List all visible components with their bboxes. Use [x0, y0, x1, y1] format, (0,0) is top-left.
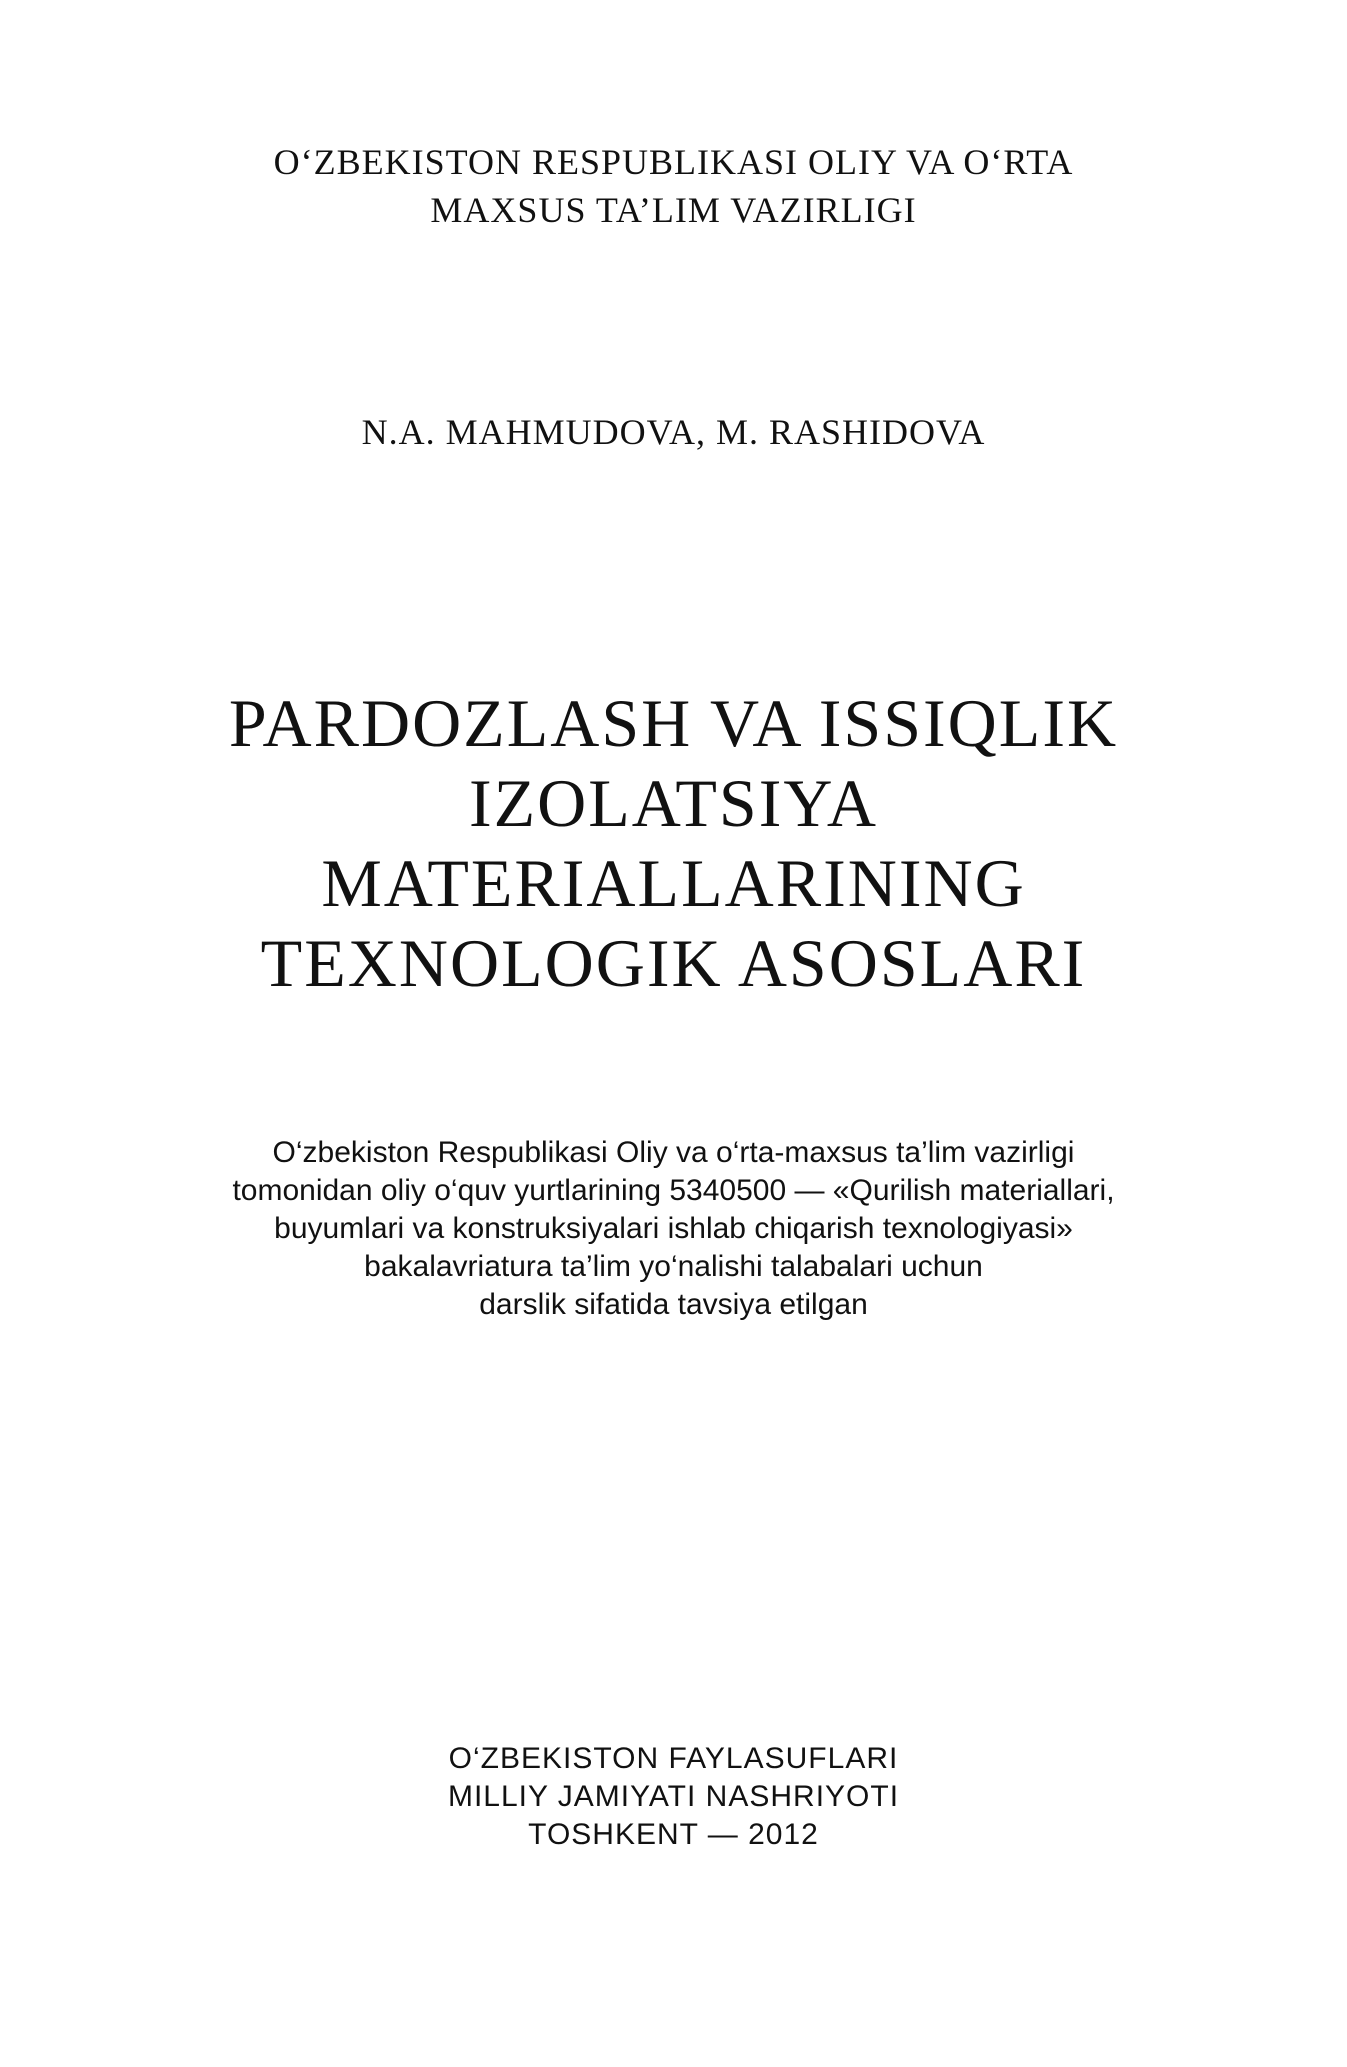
publisher-line: O‘ZBEKISTON FAYLASUFLARI — [448, 1742, 899, 1775]
ministry-line: MAXSUS TA’LIM VAZIRLIGI — [430, 190, 917, 230]
publisher-line: MILLIY JAMIYATI NASHRIYOTI — [447, 1780, 900, 1813]
approval-line: buyumlari va konstruksiyalari ishlab chiqarish texnologiyasi» — [274, 1212, 1073, 1245]
author-names: N.A. MAHMUDOVA, M. RASHIDOVA — [361, 412, 986, 452]
authors — [0, 408, 1347, 456]
title-line: IZOLATSIYA — [468, 765, 879, 841]
book-title — [0, 683, 1347, 1003]
publisher-city-year: TOSHKENT — 2012 — [528, 1818, 819, 1851]
title-line: PARDOZLASH VA ISSIQLIK — [228, 685, 1119, 761]
ministry-heading — [0, 138, 1347, 234]
title-line: TEXNOLOGIK ASOSLARI — [260, 925, 1087, 1001]
approval-statement — [0, 1134, 1347, 1324]
approval-line: tomonidan oliy o‘quv yurtlarining 5340500 — «Qurilish materiallari, — [232, 1174, 1115, 1207]
publisher-imprint — [0, 1740, 1347, 1854]
approval-line: darslik sifatida tavsiya etilgan — [479, 1288, 868, 1321]
ministry-line: O‘ZBEKISTON RESPUBLIKASI OLIY VA O‘RTA — [273, 142, 1074, 182]
approval-line: bakalavriatura ta’lim yo‘nalishi talabalari uchun — [364, 1250, 983, 1283]
title-line: MATERIALLARINING — [321, 845, 1026, 921]
approval-line: O‘zbekiston Respublikasi Oliy va o‘rta-maxsus ta’lim vazirligi — [272, 1136, 1075, 1169]
